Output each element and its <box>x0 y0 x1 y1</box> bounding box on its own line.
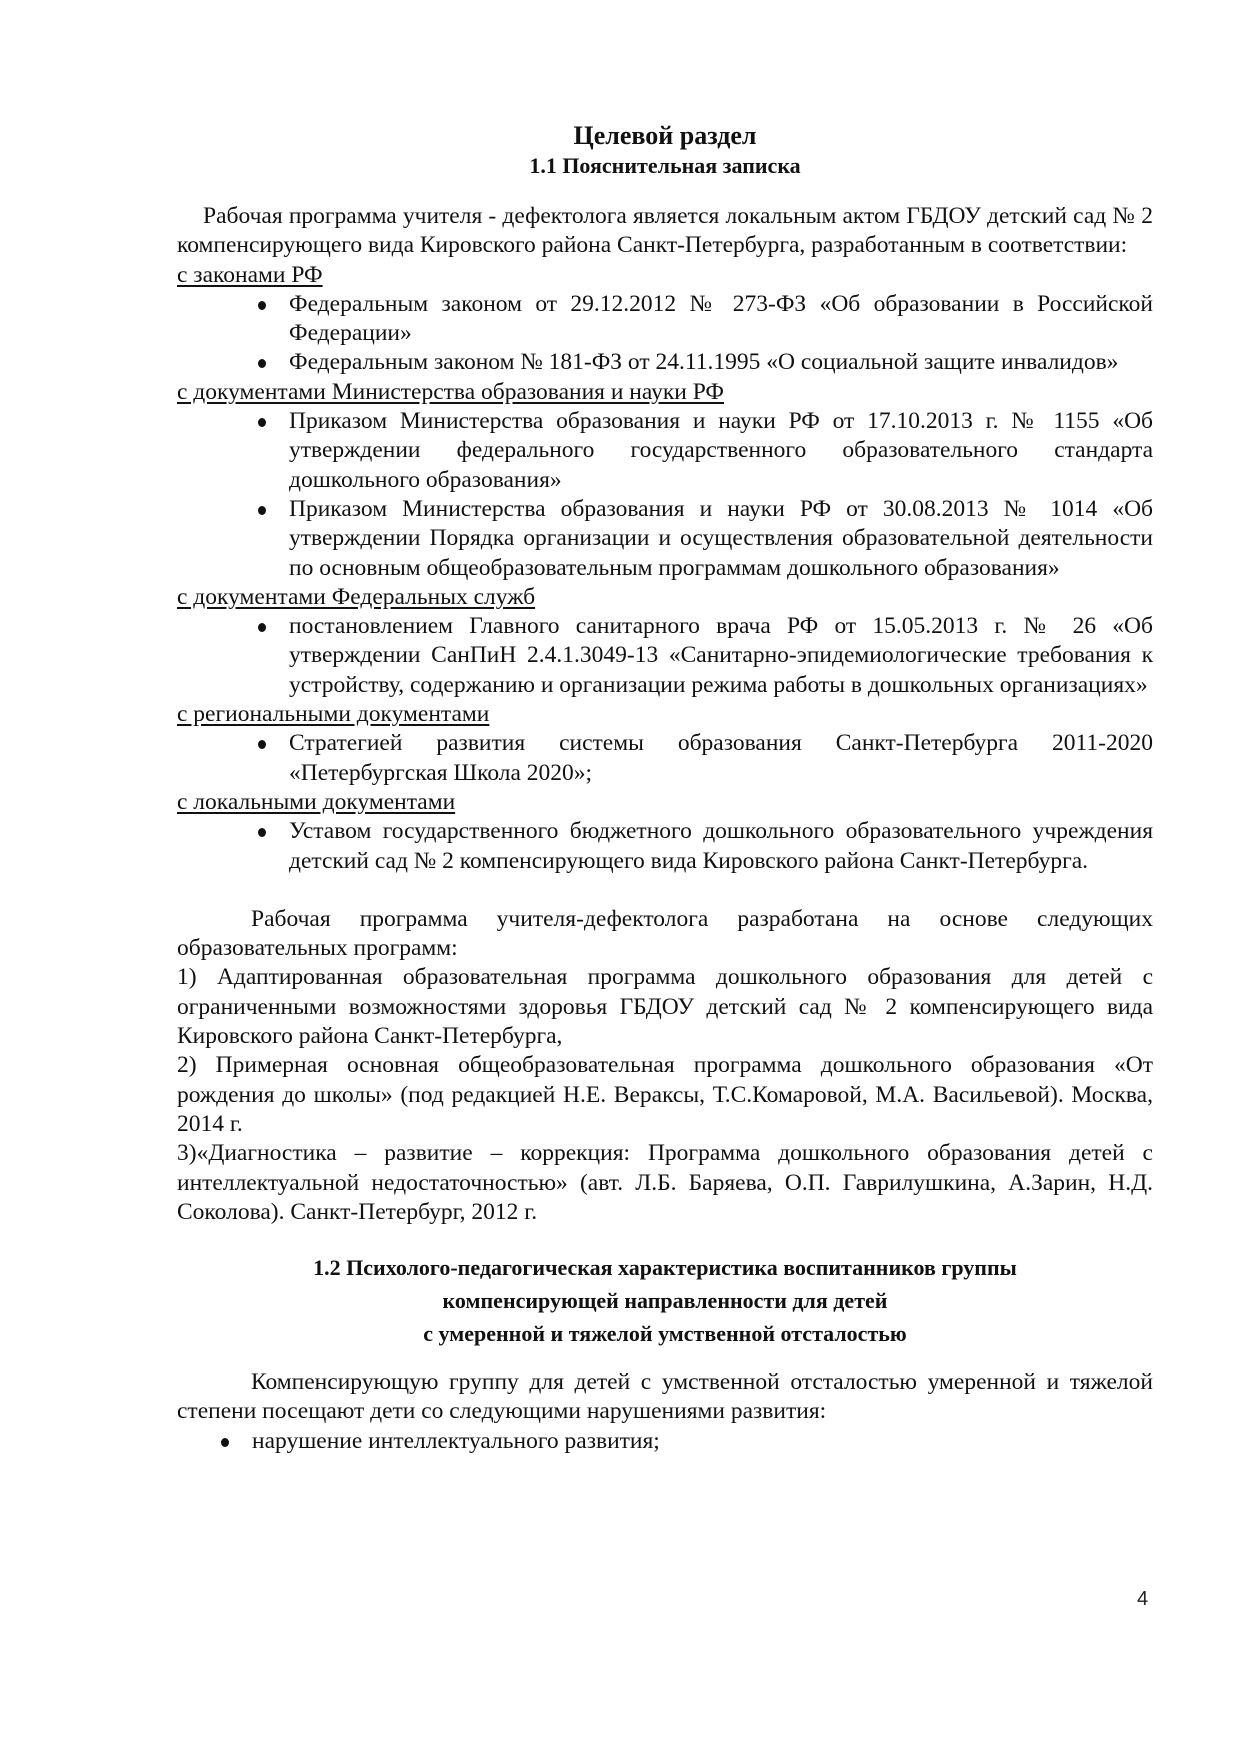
group-list-laws <box>177 290 1153 378</box>
list-item: постановлением Главного санитарного врача РФ от 15.05.2013 г. № 26 «Об утверждении СанПиН 2.4.1.3049-13 «Санитарно-эпидемиологические требования к устройству, содержанию и организации режима работы в дошкольных организациях» <box>289 612 1153 700</box>
program-item: 1) Адаптированная образовательная программа дошкольного образования для детей с ограниченными возможностями здоровья ГБДОУ детский сад № 2 компенсирующего вида Кировского района Санкт-Петербурга, <box>177 964 1153 1050</box>
group-heading-local: с локальными документами <box>177 788 456 815</box>
list-item: Стратегией развития системы образования Санкт-Петербурга 2011-2020 «Петербургская Школа 2020»; <box>289 729 1153 788</box>
list-item: Федеральным законом от 29.12.2012 № 273-ФЗ «Об образовании в Российской Федерации» <box>289 290 1153 349</box>
group-heading-laws: с законами РФ <box>177 261 323 288</box>
group-list-regional <box>177 729 1153 788</box>
programs-intro: Рабочая программа учителя-дефектолога разработана на основе следующих образовательных программ: <box>177 905 1153 962</box>
page-content <box>177 120 1153 1456</box>
group-heading-federal-services: с документами Федеральных служб <box>177 583 536 610</box>
group-list-ministry <box>177 407 1153 583</box>
list-item: Федеральным законом № 181-ФЗ от 24.11.1995 «О социальной защите инвалидов» <box>289 348 1153 377</box>
intro-paragraph: Рабочая программа учителя - дефектолога является локальным актом ГБДОУ детский сад № 2 компенсирующего вида Кировского района Санкт-Петербурга, разработанным в соответствии: <box>177 203 1153 259</box>
group-list-local <box>177 817 1153 876</box>
section-1-2-title-line: 1.2 Психолого-педагогическая характеристика воспитанников группы <box>313 1255 1017 1281</box>
section-1-2-title <box>177 1251 1153 1350</box>
list-item: Приказом Министерства образования и науки РФ от 30.08.2013 № 1014 «Об утверждении Порядка организации и осуществления образовательной деятельности по основным общеобразовательным программам дошкольного образования» <box>289 495 1153 583</box>
list-item: Уставом государственного бюджетного дошкольного образовательного учреждения детский сад № 2 компенсирующего вида Кировского района Санкт-Петербурга. <box>289 817 1153 876</box>
list-item: Приказом Министерства образования и науки РФ от 17.10.2013 г. № 1155 «Об утверждении федерального государственного образовательного стандарта дошкольного образования» <box>289 407 1153 495</box>
section-1-2-title-line: компенсирующей направленности для детей <box>442 1288 888 1314</box>
section-1-2-list <box>177 1427 1153 1456</box>
list-item: нарушение интеллектуального развития; <box>252 1427 1153 1456</box>
section-1-2-title-line: с умеренной и тяжелой умственной отсталостью <box>423 1321 907 1347</box>
group-list-federal-services <box>177 612 1153 700</box>
section-1-2-paragraph: Компенсирующую группу для детей с умственной отсталостью умеренной и тяжелой степени посещают дети со следующими нарушениями развития: <box>177 1369 1153 1425</box>
group-heading-ministry: с документами Министерства образования и науки РФ <box>177 378 724 405</box>
section-1-1-title: 1.1 Пояснительная записка <box>529 153 801 178</box>
page-number: 4 <box>1137 1588 1149 1610</box>
page-title: Целевой раздел <box>573 121 757 150</box>
spacer <box>177 876 1153 905</box>
program-item: 3)«Диагностика – развитие – коррекция: Программа дошкольного образования детей с интеллектуальной недостаточностью» (авт. Л.Б. Баряева, О.П. Гаврилушкина, А.Зарин, Н.Д. Соколова). Санкт-Петербург, 2012 г. <box>177 1140 1153 1225</box>
program-item: 2) Примерная основная общеобразовательная программа дошкольного образования «От рождения до школы» (под редакцией Н.Е. Вераксы, Т.С.Комаровой, М.А. Васильевой). Москва, 2014 г. <box>177 1052 1153 1137</box>
group-heading-regional: с региональными документами <box>177 701 490 728</box>
